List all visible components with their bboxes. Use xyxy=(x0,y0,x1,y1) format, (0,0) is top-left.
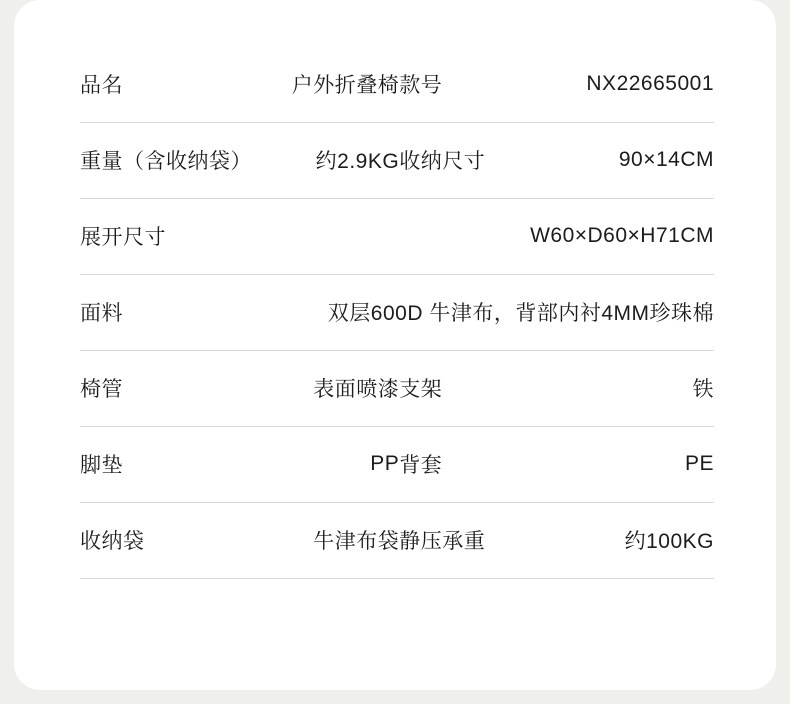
spec-card xyxy=(14,0,776,690)
spec-label: 品名 xyxy=(80,46,252,122)
spec-value-secondary: NX22665001 xyxy=(539,46,714,122)
spec-label: 重量（含收纳袋） xyxy=(80,122,252,198)
spec-label-secondary: 静压承重 xyxy=(399,502,539,578)
spec-label-secondary: 款号 xyxy=(399,46,539,122)
spec-value-secondary: PE xyxy=(539,426,714,502)
spec-value: PP xyxy=(252,426,399,502)
spec-value: 牛津布袋 xyxy=(252,502,399,578)
spec-label-secondary: 支架 xyxy=(399,350,539,426)
table-row xyxy=(80,198,714,274)
spec-value: 户外折叠椅 xyxy=(252,46,399,122)
specification-table xyxy=(80,46,714,579)
spec-value-secondary: 约100KG xyxy=(539,502,714,578)
table-row xyxy=(80,46,714,122)
spec-value: 双层600D 牛津布，背部内衬4MM珍珠棉 xyxy=(252,274,714,350)
spec-label-secondary: 收纳尺寸 xyxy=(399,122,539,198)
spec-value-secondary: 铁 xyxy=(539,350,714,426)
spec-value: 约2.9KG xyxy=(252,122,399,198)
table-row xyxy=(80,502,714,578)
spec-label: 收纳袋 xyxy=(80,502,252,578)
table-row xyxy=(80,122,714,198)
table-row xyxy=(80,350,714,426)
spec-label: 椅管 xyxy=(80,350,252,426)
spec-label: 面料 xyxy=(80,274,252,350)
table-row xyxy=(80,426,714,502)
spec-value: W60×D60×H71CM xyxy=(252,198,714,274)
spec-value: 表面喷漆 xyxy=(252,350,399,426)
spec-label: 展开尺寸 xyxy=(80,198,252,274)
spec-value-secondary: 90×14CM xyxy=(539,122,714,198)
spec-label: 脚垫 xyxy=(80,426,252,502)
spec-label-secondary: 背套 xyxy=(399,426,539,502)
table-row xyxy=(80,274,714,350)
